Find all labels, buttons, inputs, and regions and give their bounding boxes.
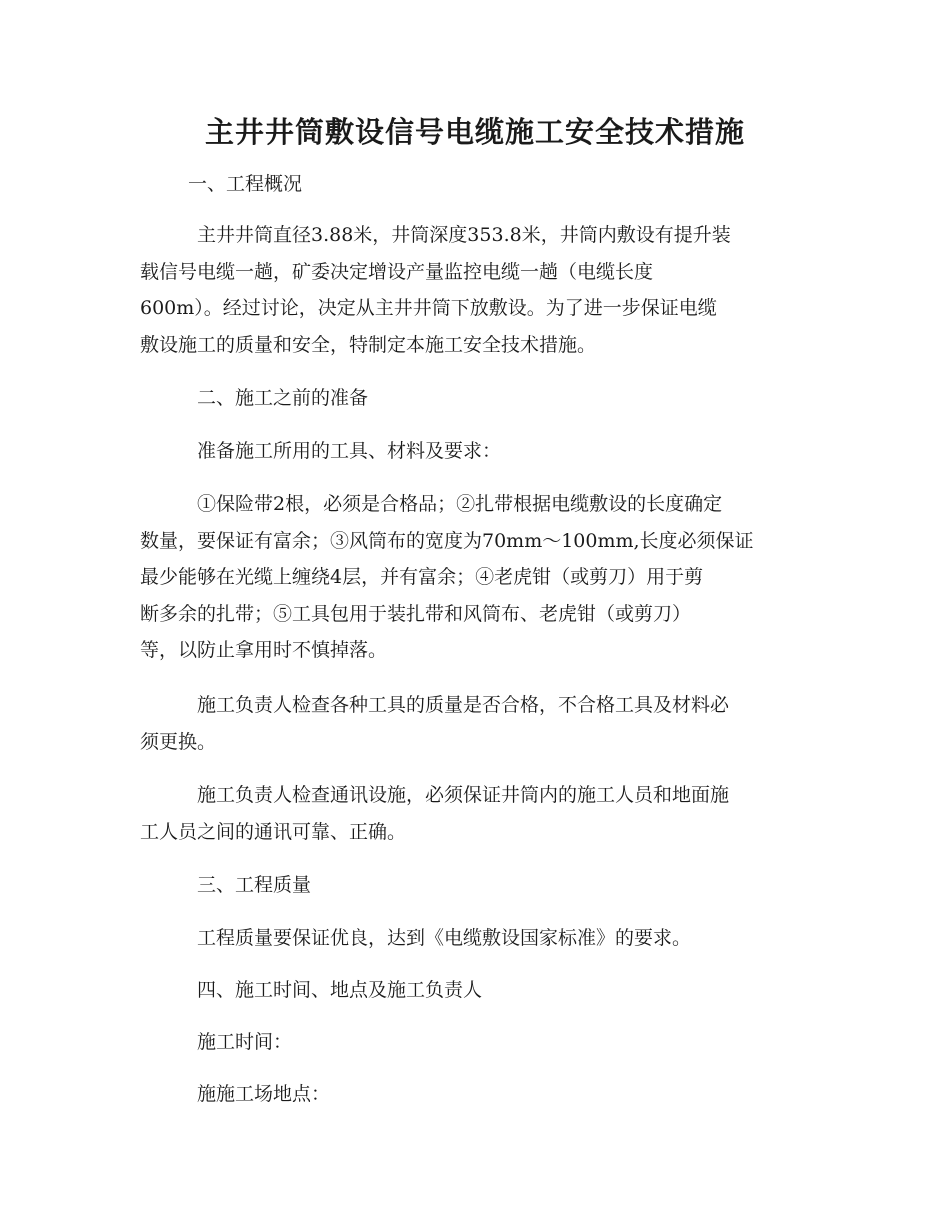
paragraph-line: ①保险带2根，必须是合格品；②扎带根据电缆敷设的长度确定 <box>197 493 723 515</box>
comms-check-paragraph <box>140 777 812 850</box>
paragraph-line: 敷设施工的质量和安全，特制定本施工安全技术措施。 <box>140 333 597 356</box>
schedule-time <box>140 1024 812 1061</box>
schedule-place <box>140 1076 812 1113</box>
section-heading-schedule <box>140 972 812 1009</box>
heading-text: 四、施工时间、地点及施工负责人 <box>197 979 483 1001</box>
preparation-intro <box>140 433 812 470</box>
paragraph-line: 准备施工所用的工具、材料及要求： <box>197 440 502 462</box>
heading-text: 三、工程质量 <box>197 874 312 896</box>
paragraph-line: 须更换。 <box>140 730 217 753</box>
quality-paragraph <box>140 920 812 957</box>
paragraph-line: 主井井筒直径3.88米，井筒深度353.8米，井筒内敷设有提升装 <box>197 224 731 246</box>
paragraph-line: 工人员之间的通讯可靠、正确。 <box>140 820 407 843</box>
tools-paragraph <box>140 486 812 669</box>
paragraph-line: 施施工场地点： <box>197 1083 331 1105</box>
heading-text: 二、施工之前的准备 <box>197 387 369 409</box>
paragraph-line: 施工负责人检查各种工具的质量是否合格，不合格工具及材料必 <box>197 694 730 716</box>
paragraph-line: 600m）。经过讨论，决定从主井井筒下放敷设。为了进一步保证电缆 <box>140 297 717 319</box>
overview-paragraph <box>140 217 812 363</box>
document-title: 主井井筒敷设信号电缆施工安全技术措施 <box>204 115 745 149</box>
section-heading-overview: 一、工程概况 <box>188 173 303 195</box>
paragraph-line: 断多余的扎带；⑤工具包用于装扎带和风筒布、老虎钳（或剪刀） <box>140 602 692 625</box>
paragraph-line: 工程质量要保证优良，达到《电缆敷设国家标准》的要求。 <box>197 927 692 949</box>
paragraph-line: 施工负责人检查通讯设施，必须保证井筒内的施工人员和地面施 <box>197 784 730 806</box>
section-heading-preparation <box>140 380 812 417</box>
tool-check-paragraph <box>140 687 812 760</box>
paragraph-line: 最少能够在光缆上缠绕4层，并有富余；④老虎钳（或剪刀）用于剪 <box>140 566 704 588</box>
paragraph-line: 载信号电缆一趟，矿委决定增设产量监控电缆一趟（电缆长度 <box>140 260 654 283</box>
paragraph-line: 数量，要保证有富余；③风筒布的宽度为70mm～100mm,长度必须保证 <box>140 529 754 552</box>
paragraph-line: 等，以防止拿用时不慎掉落。 <box>140 639 388 661</box>
paragraph-line: 施工时间： <box>197 1031 293 1053</box>
section-heading-quality <box>140 867 812 904</box>
